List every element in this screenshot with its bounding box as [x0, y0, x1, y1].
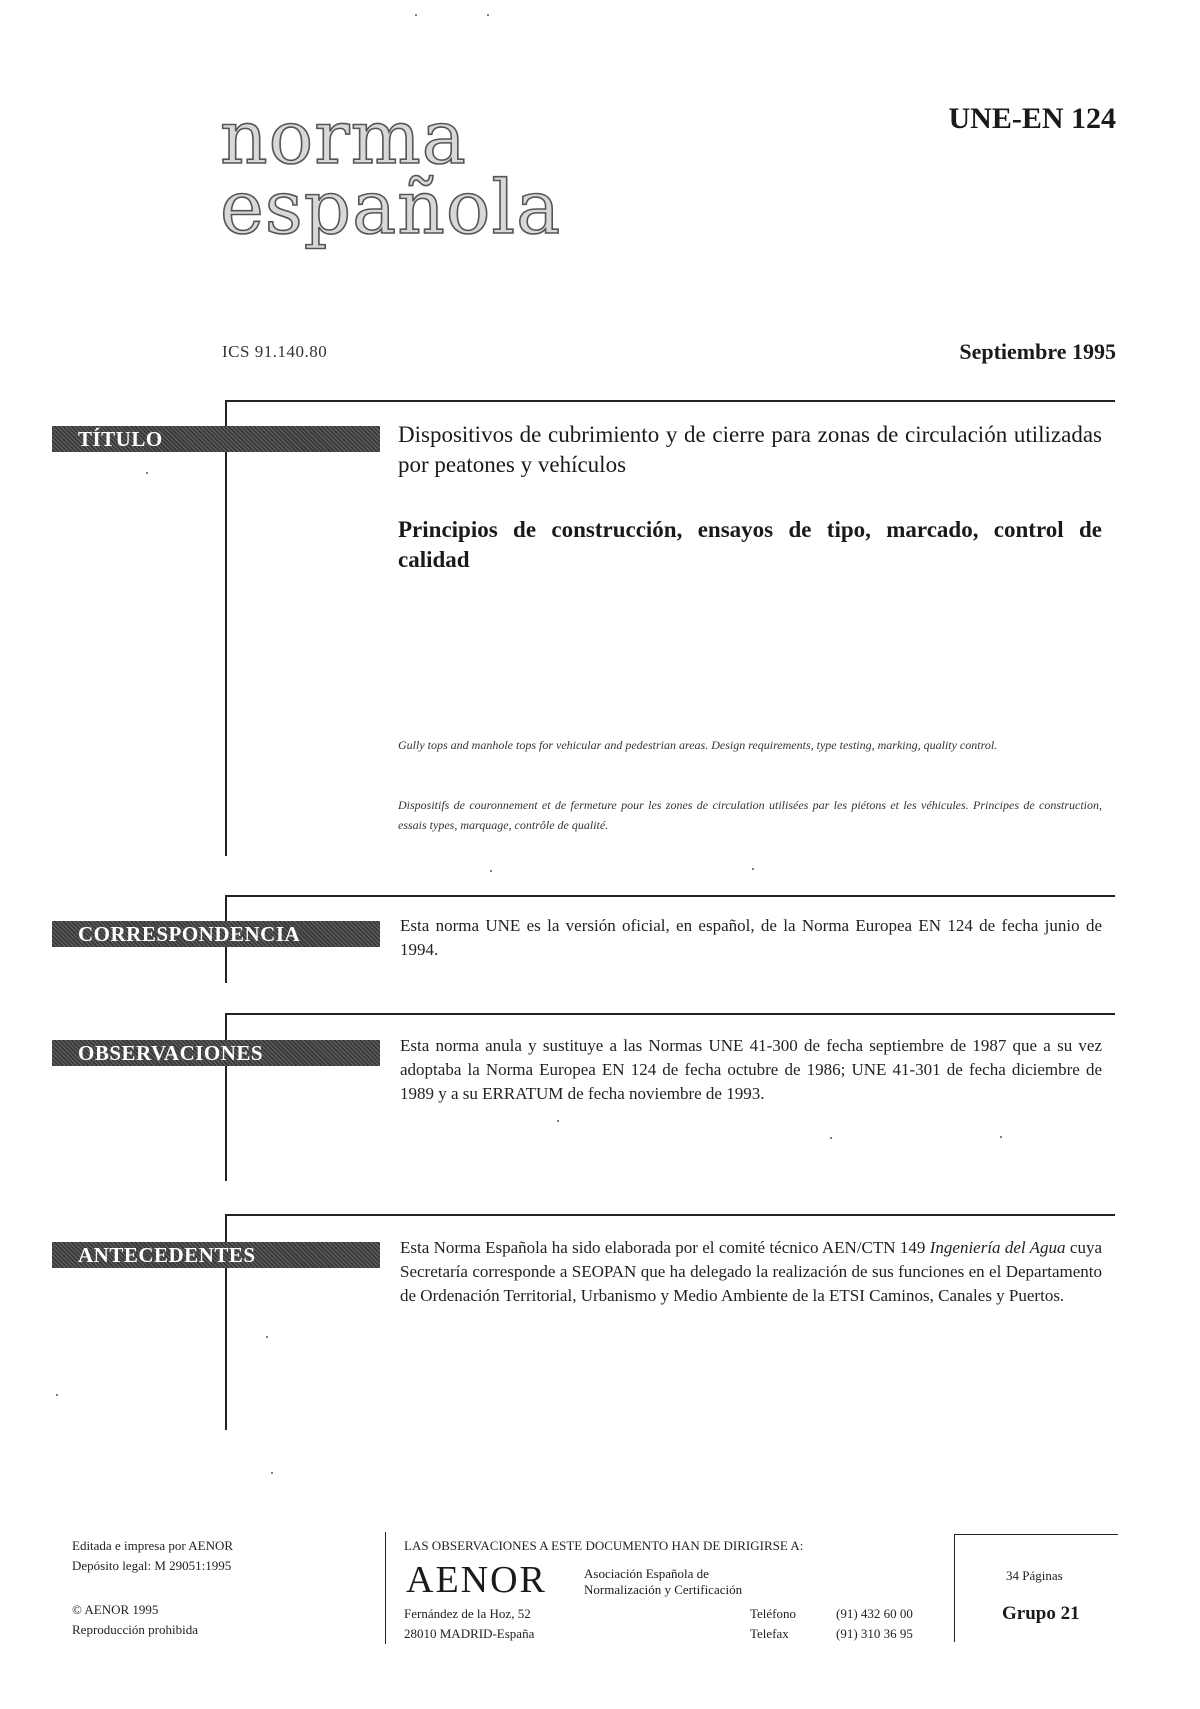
section-divider-antecedentes: [225, 1214, 1115, 1216]
telefono-label: Teléfono: [750, 1606, 797, 1621]
copyright: © AENOR 1995: [72, 1602, 159, 1617]
page-count: 34 Páginas: [1006, 1568, 1063, 1583]
section-vline-observaciones: [225, 1013, 227, 1181]
section-label-titulo: TÍTULO: [52, 426, 380, 452]
aenor-full-name: [584, 1566, 742, 1598]
footer-copyright: [72, 1600, 198, 1640]
address-line1: Fernández de la Hoz, 52: [404, 1606, 531, 1621]
scan-speck: [271, 1472, 273, 1474]
title-french: Dispositifs de couronnement et de fermeture pour les zones de circulation utilisées par les piétons et les véhicules. Principes de construction, essais types, marquage, contrôle de qualité.: [398, 798, 1102, 832]
logo-espanola: española: [220, 165, 562, 251]
reproduction-notice: Reproducción prohibida: [72, 1622, 198, 1637]
price-group: Grupo 21: [1002, 1603, 1080, 1624]
antecedentes-text-end: cuya Secretaría corresponde a SEOPAN que ha delegado la realización de sus funciones en el Departamento de Ordenación Territorial, Urbanismo y Medio Ambiente de la ETSI Caminos, Canales y Puertos.: [400, 1238, 1102, 1305]
telefax-number: (91) 310 36 95: [836, 1626, 913, 1641]
footer-box-top: [954, 1534, 1118, 1535]
section-divider-observaciones: [225, 1013, 1115, 1015]
standard-code: UNE-EN 124: [948, 102, 1116, 135]
section-label-correspondencia: CORRESPONDENCIA: [52, 921, 380, 947]
edited-by: Editada e impresa por AENOR: [72, 1538, 234, 1553]
contact-numbers: [836, 1604, 913, 1644]
scan-speck: [557, 1120, 559, 1122]
scan-speck: [415, 14, 417, 16]
footer-divider-right: [954, 1534, 955, 1642]
observations-header: LAS OBSERVACIONES A ESTE DOCUMENTO HAN DE DIRIGIRSE A:: [404, 1538, 804, 1553]
scan-speck: [487, 14, 489, 16]
scan-speck: [56, 1394, 58, 1396]
telefono-number: (91) 432 60 00: [836, 1606, 913, 1621]
footer-divider-left: [385, 1532, 386, 1644]
observaciones-text: Esta norma anula y sustituye a las Normas UNE 41-300 de fecha septiembre de 1987 que a su vez adoptaba la Norma Europea EN 124 de fecha octubre de 1986; UNE 41-301 de fecha diciembre de 1989 y a su ERRATUM de fecha noviembre de 1993.: [400, 1036, 1102, 1103]
publication-date: Septiembre 1995: [959, 339, 1116, 364]
address-line2: 28010 MADRID-España: [404, 1626, 535, 1641]
antecedentes-committee-name: Ingeniería del Agua: [929, 1238, 1066, 1257]
title-english: Gully tops and manhole tops for vehicular and pedestrian areas. Design requirements, type testing, marking, quality control.: [398, 738, 998, 752]
section-divider-titulo: [225, 400, 1115, 402]
telefax-label: Telefax: [750, 1626, 789, 1641]
antecedentes-text-start: Esta Norma Española ha sido elaborada por el comité técnico AEN/CTN 149: [400, 1238, 930, 1257]
footer-edition: [72, 1536, 233, 1576]
scan-speck: [830, 1137, 832, 1139]
correspondencia-text: Esta norma UNE es la versión oficial, en español, de la Norma Europea EN 124 de fecha junio de 1994.: [400, 916, 1102, 959]
contact-labels: [750, 1604, 796, 1644]
section-label-observaciones: OBSERVACIONES: [52, 1040, 380, 1066]
section-vline-titulo: [225, 400, 227, 856]
section-divider-correspondencia: [225, 895, 1115, 897]
legal-deposit: Depósito legal: M 29051:1995: [72, 1558, 232, 1573]
scan-speck: [752, 868, 754, 870]
antecedentes-text: [400, 1236, 1102, 1308]
scan-speck: [1000, 1136, 1002, 1138]
scan-speck: [490, 870, 492, 872]
section-label-antecedentes: ANTECEDENTES: [52, 1242, 380, 1268]
aenor-name-line1: Asociación Española de: [584, 1566, 709, 1581]
subtitle-spanish: Principios de construcción, ensayos de tipo, marcado, control de calidad: [398, 517, 1102, 572]
aenor-name-line2: Normalización y Certificación: [584, 1582, 743, 1597]
scan-speck: [266, 1336, 268, 1338]
scan-speck: [146, 472, 148, 474]
logo-norma: norma: [220, 95, 467, 181]
title-spanish: Dispositivos de cubrimiento y de cierre para zonas de circulación utilizadas por peatones y vehículos: [398, 422, 1102, 477]
aenor-logo: AENOR: [406, 1559, 547, 1601]
ics-code: ICS 91.140.80: [222, 342, 328, 361]
aenor-address: [404, 1604, 534, 1644]
